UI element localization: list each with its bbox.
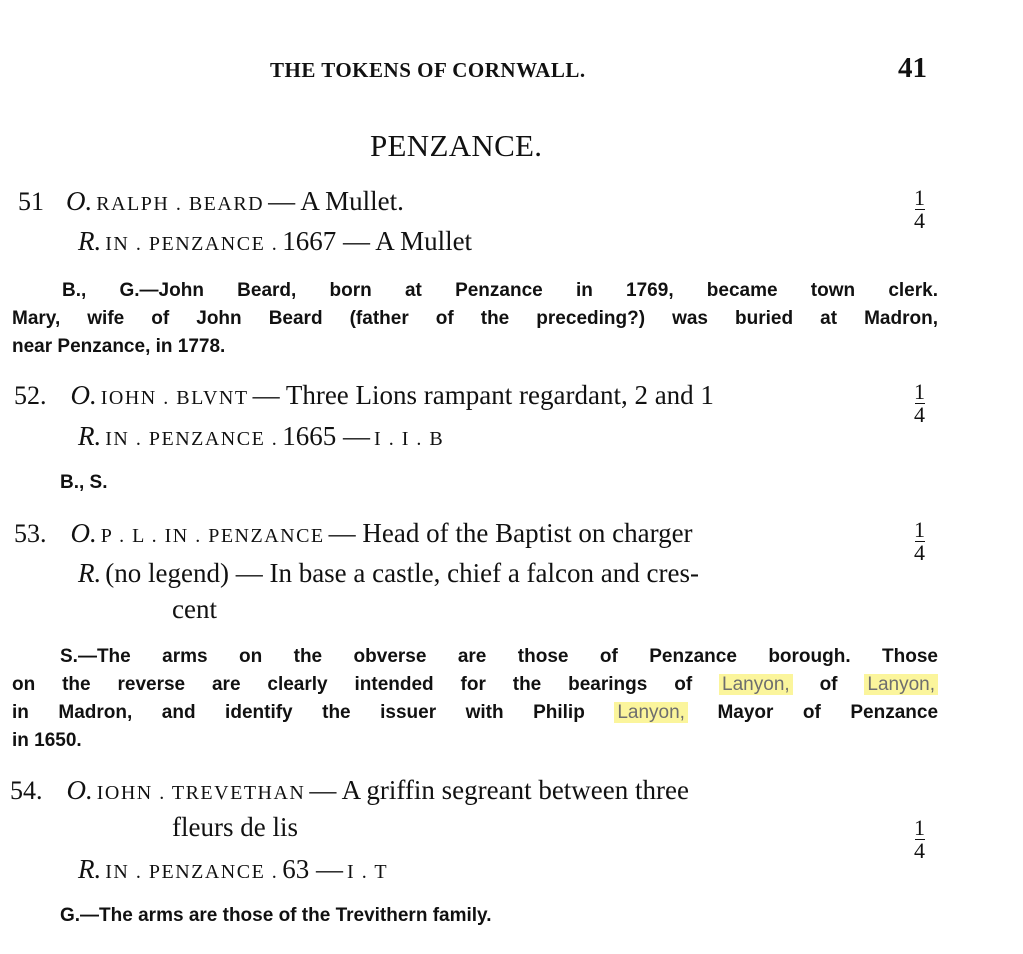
reverse-description: 1665 —	[282, 421, 371, 451]
note-line: S.—The arms on the obverse are those of Penzance borough. Those	[60, 646, 938, 667]
note-line: Mary, wife of John Beard (father of the preceding?) was buried at Madron,	[12, 308, 938, 329]
obverse-legend: IOHN . TREVETHAN	[96, 782, 306, 804]
entry-51-note	[12, 277, 938, 361]
entry-53-obverse-line	[14, 518, 693, 549]
entry-54-note	[12, 902, 938, 930]
entry-number: 52.	[14, 381, 47, 410]
obverse-description: — Three Lions rampant regardant, 2 and 1	[252, 380, 714, 410]
note-text: in Madron, and identify the issuer with Philip	[12, 702, 585, 723]
entry-54-obverse-line	[10, 775, 689, 806]
entry-53-reverse-line	[78, 558, 699, 589]
obverse-label: O.	[66, 775, 93, 805]
reverse-description: 1667 — A Mullet	[282, 226, 473, 256]
note-line: B., S.	[60, 472, 108, 493]
denomination-fraction: 1 4	[914, 185, 925, 233]
note-line: near Penzance, in 1778.	[12, 336, 226, 357]
reverse-initials: I . I . B	[374, 428, 445, 450]
note-text: Mayor of Penzance	[717, 702, 939, 723]
obverse-legend: P . L . IN . PENZANCE	[100, 525, 325, 547]
reverse-label: R.	[78, 226, 102, 256]
note-text: of	[819, 674, 838, 695]
entry-51-reverse-line	[78, 226, 472, 257]
entry-53-note	[12, 643, 938, 755]
entry-51-obverse-line	[18, 186, 404, 217]
obverse-description-continued: fleurs de lis	[172, 812, 298, 842]
reverse-description-continued: cent	[172, 594, 217, 624]
obverse-label: O.	[66, 186, 93, 216]
reverse-legend: IN . PENZANCE .	[105, 233, 279, 255]
highlighted-text: Lanyon,	[614, 702, 688, 723]
reverse-label: R.	[78, 558, 102, 588]
reverse-initials: I . T	[347, 861, 389, 883]
obverse-description: — A Mullet.	[268, 186, 404, 216]
note-line-with-highlights	[12, 699, 938, 727]
obverse-description: — A griffin segreant between three	[309, 775, 689, 805]
note-line: B., G.—John Beard, born at Penzance in 1769, became town clerk.	[62, 280, 938, 301]
denomination-fraction: 1 4	[914, 517, 925, 565]
entry-54-reverse-line	[78, 854, 388, 885]
note-line: in 1650.	[12, 730, 82, 751]
reverse-legend: IN . PENZANCE .	[105, 428, 279, 450]
reverse-description: (no legend) — In base a castle, chief a falcon and cres-	[105, 558, 699, 588]
entry-number: 51	[18, 187, 44, 216]
denomination-fraction: 1 4	[914, 379, 925, 427]
page-number: 41	[898, 52, 927, 84]
running-title: THE TOKENS OF CORNWALL.	[270, 58, 586, 82]
obverse-description: — Head of the Baptist on charger	[328, 518, 693, 548]
obverse-label: O.	[70, 380, 97, 410]
entry-number: 54.	[10, 776, 43, 805]
highlighted-text: Lanyon,	[719, 674, 793, 695]
denomination-fraction: 1 4	[914, 815, 925, 863]
reverse-description: 63 —	[282, 854, 344, 884]
reverse-label: R.	[78, 421, 102, 451]
entry-52-obverse-line	[14, 380, 714, 411]
entry-52-note	[12, 469, 938, 497]
reverse-label: R.	[78, 854, 102, 884]
reverse-legend: IN . PENZANCE .	[105, 861, 279, 883]
obverse-legend: IOHN . BLVNT	[100, 387, 249, 409]
note-text: on the reverse are clearly intended for the bearings of	[12, 674, 693, 695]
obverse-legend: RALPH . BEARD	[96, 193, 265, 215]
obverse-label: O.	[70, 518, 97, 548]
note-line: G.—The arms are those of the Trevithern family.	[60, 905, 492, 926]
highlighted-text: Lanyon,	[864, 674, 938, 695]
entry-52-reverse-line	[78, 421, 444, 452]
section-title: PENZANCE.	[370, 128, 543, 163]
note-line-with-highlights	[12, 671, 938, 699]
entry-number: 53.	[14, 519, 47, 548]
